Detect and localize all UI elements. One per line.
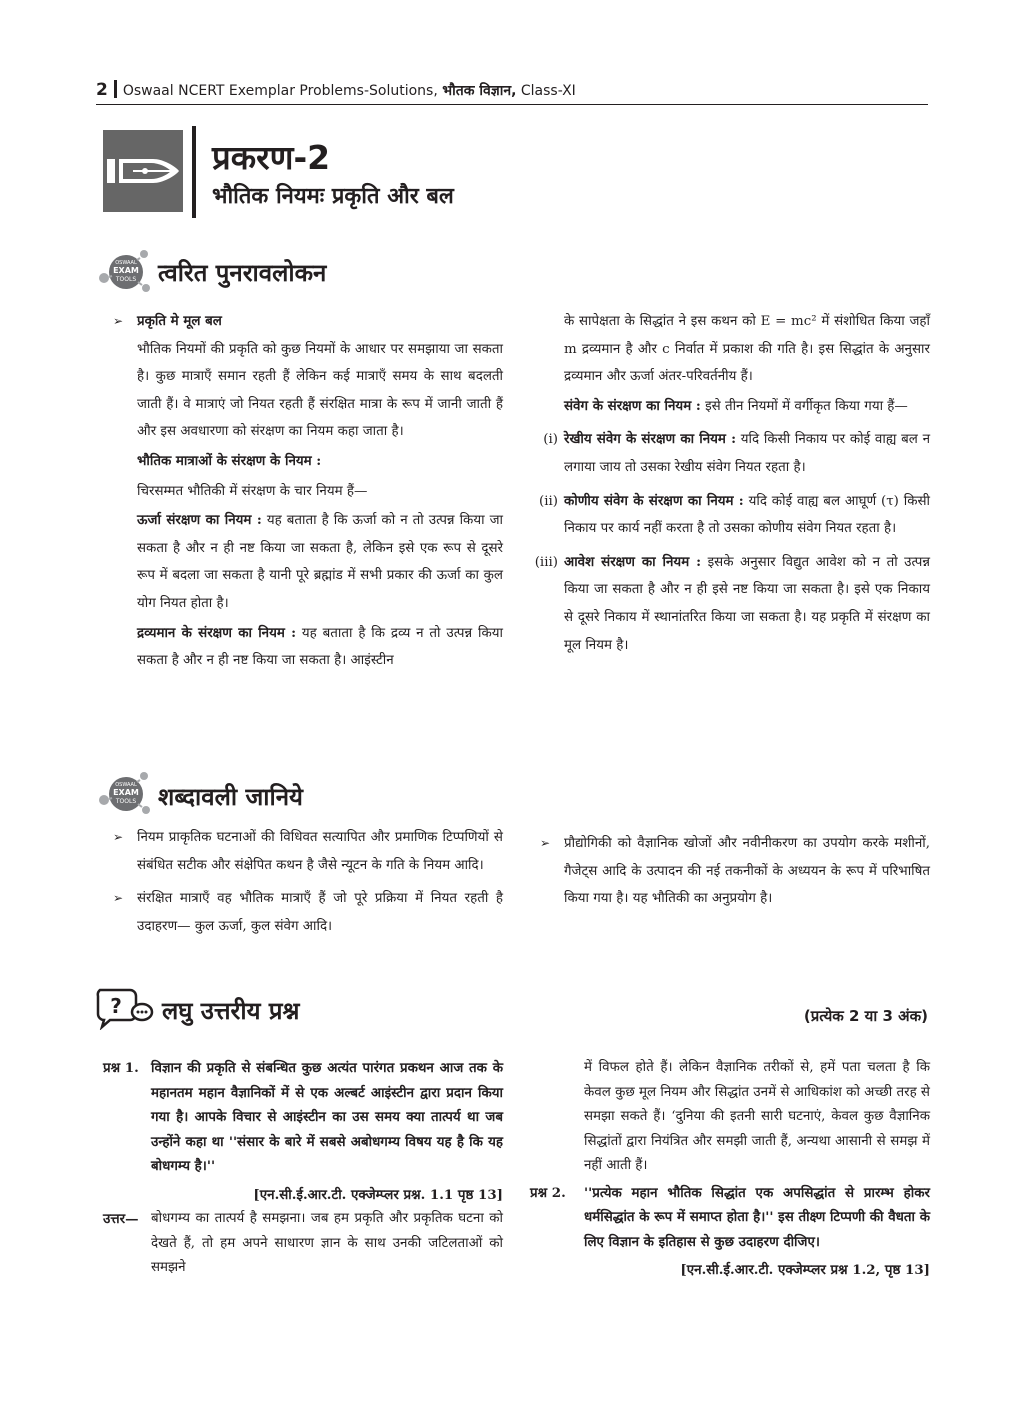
question-text: ''प्रत्येक महान भौतिक सिद्धांत एक अपसिद्धांत से प्रारम्भ होकर धर्मसिद्धांत के रूप में समाप्त होता है।'' इस तीक्ष्ण टिप्पणी की वैधता के लिए विज्ञान के इतिहास से कुछ उदाहरण दीजिए।: [584, 1184, 930, 1250]
logo-line-2: EXAM: [113, 788, 139, 797]
logo-line-2: EXAM: [113, 266, 139, 275]
list-number: (iii): [534, 554, 558, 570]
answer-text: बोधगम्य का तात्पर्य है समझना। जब हम प्रकृति और प्रकृतिक घटना को देखते हैं, तो हम अपने साधारण ज्ञान के साथ उनकी जटिलताओं को समझने: [151, 1211, 503, 1275]
paragraph: भौतिक नियमों की प्रकृति को कुछ नियमों के आधार पर समझाया जा सकता है। कुछ मात्राएँ समान रहती हैं लेकिन कई मात्राएँ समय के साथ बदलती जाती हैं। वे मात्राएं जो नियत रहती हैं संरक्षित मात्रा के रूप में जानी जाती हैं और इस अवधारणा को संरक्षण का नियम कहा जाता है।: [137, 341, 503, 440]
chapter-divider: [192, 126, 196, 218]
quick-review-left-body: [113, 336, 503, 675]
chapter-subtitle: भौतिक नियमः प्रकृति और बल: [212, 184, 454, 209]
arrow-bullet-icon: ➢: [113, 891, 124, 906]
list-text: इसके अनुसार विद्युत आवेश को न तो उत्पन्न किया जा सकता है और न ही इसे नष्ट किया जा सकता है। इसे एक निकाय से दूसरे निकाय में स्थानांतरित किया जा सकता है। यह प्रकृति में संरक्षण का मूल नियम है।: [564, 554, 930, 653]
fountain-pen-nib-icon: [103, 130, 183, 212]
mass-law-text: यह बताता है कि द्रव्य न तो उत्पन्न किया सकता है और न ही नष्ट किया जा सकता है। आइंस्टीन: [137, 625, 503, 669]
subject-text: भौतक विज्ञान,: [442, 83, 517, 99]
question-reference: [एन.सी.ई.आर.टी. एक्जेम्प्लर प्रश्न 1.2, पृष्ठ 13]: [680, 1262, 930, 1278]
question-text: विज्ञान की प्रकृति से संबन्धित कुछ अत्यंत पारंगत प्रकथन आज तक के महानतम महान वैज्ञानिकों में से एक अल्बर्ट आइंस्टीन द्वारा प्रदान किया गया है। आपके विचार से आइंस्टीन का उस समय क्या तात्पर्य था जब उन्होंने कहा था ''संसार के बारे में सबसे अबोधगम्य विषय यह है कि यह बोधगम्य है।'': [151, 1060, 503, 1174]
section-title-glossary: शब्दावली जानिये: [158, 783, 303, 811]
glossary-item: [113, 885, 503, 940]
quick-review-left-column: [113, 308, 503, 675]
exam-tools-logo: [96, 248, 152, 296]
svg-text:?: ?: [110, 994, 122, 1018]
section-title-short-answer: लघु उत्तरीय प्रश्न: [162, 997, 300, 1025]
list-item: [528, 488, 930, 543]
bullet-heading: [113, 308, 503, 336]
bullet-heading-text: प्रकृति मे मूल बल: [137, 313, 222, 329]
quick-review-right-body: [528, 308, 930, 420]
question-2: [530, 1181, 930, 1255]
exam-tools-logo: [96, 770, 152, 818]
question-label: प्रश्न 2.: [530, 1184, 566, 1201]
conservation-intro: चिरसम्मत भौतिकी में संरक्षण के चार नियम हैं—: [137, 483, 368, 499]
momentum-law-text: इसे तीन नियमों में वर्गीकृत किया गया हैं—: [705, 398, 908, 414]
header-divider: [114, 80, 117, 98]
logo-line-3: TOOLS: [115, 798, 137, 805]
arrow-bullet-icon: ➢: [113, 830, 124, 844]
einstein-paragraph: के सापेक्षता के सिद्धांत ने इस कथन को E = mc² में संशोधित किया जहाँ m द्रव्यमान है और c निर्वात में प्रकाश की गति है। इस सिद्धांत के अनुसार द्रव्यमान और ऊर्जा अंतर-परिवर्तनीय हैं।: [564, 314, 930, 385]
glossary-item: [113, 824, 503, 879]
list-number: (i): [543, 432, 558, 448]
list-label: रेखीय संवेग के संरक्षण का नियम :: [564, 431, 737, 448]
running-header: [96, 80, 928, 105]
list-label: कोणीय संवेग के संरक्षण का नियम :: [564, 492, 744, 509]
section-title-quick-review: त्वरित पुनरावलोकन: [158, 259, 327, 287]
question-label: प्रश्न 1.: [103, 1060, 139, 1076]
list-text: यदि कोई वाह्य बल आघूर्ण (τ) किसी निकाय पर कार्य नहीं करता है तो उसका कोणीय संवेग नियत रहता है।: [564, 493, 931, 537]
momentum-law: [564, 393, 930, 421]
mass-law-label: द्रव्यमान के संरक्षण का नियम :: [137, 624, 297, 641]
glossary-right-column: [540, 830, 930, 913]
answer-label: उत्तर—: [103, 1211, 139, 1227]
page-number: 2: [96, 80, 108, 100]
arrow-bullet-icon: ➢: [113, 314, 124, 328]
glossary-text: प्रौद्योगिकी को वैज्ञानिक खोजों और नवीनीकरण का उपयोग करके मशीनों, गैजेट्स आदि के उत्पादन की नई तकनीकों के अध्ययन के रूप में परिभाषित किया गया है। यह भौतिकी का अनुप्रयोग है।: [564, 836, 930, 907]
class-text: Class-XI: [520, 83, 576, 99]
list-text: यदि किसी निकाय पर कोई वाह्य बल न लगाया जाय तो उसका रेखीय संवेग नियत रहता है।: [564, 432, 930, 475]
mass-law: [137, 620, 503, 675]
question-reference: [एन.सी.ई.आर.टी. एक्जेम्प्लर प्रश्न. 1.1 पृष्ठ 13]: [253, 1186, 503, 1203]
logo-line-3: TOOLS: [115, 276, 137, 283]
logo-line-1: OSWAAL: [115, 782, 137, 788]
energy-law-text: यह बताता है कि ऊर्जा को न तो उत्पन्न किया जा सकता है और न ही नष्ट किया जा सकता है, लेकिन इसे एक रूप से दूसरे रूप में बदला जा सकता है यानी पूरे ब्रह्मांड में सभी प्रकार की ऊर्जा का कुल योग नियत होता है।: [137, 513, 503, 611]
energy-law-label: ऊर्जा संरक्षण का नियम :: [137, 512, 262, 529]
momentum-law-label: संवेग के संरक्षण का नियम :: [564, 397, 701, 414]
list-item: [528, 426, 930, 481]
chapter-title: प्रकरण-2: [212, 138, 331, 177]
glossary-item: [540, 830, 930, 913]
glossary-text: नियम प्राकृतिक घटनाओं की विधिवत सत्यापित और प्रमाणिक टिप्पणियों से संबंधित सटीक और संक्षेपित कथन है जैसे न्यूटन के गति के नियम आदि।: [137, 830, 503, 873]
answer-1: [103, 1207, 503, 1281]
glossary-text: संरक्षित मात्राएँ वह भौतिक मात्राएँ हैं जो पूरे प्रक्रिया में नियत रहती है उदाहरण— कुल ऊर्जा, कुल संवेग आदि।: [137, 891, 503, 934]
logo-line-1: OSWAAL: [115, 260, 137, 266]
question-chat-icon: [96, 986, 154, 1030]
list-number: (ii): [538, 493, 558, 509]
glossary-left-column: [113, 824, 503, 940]
publisher-text: Oswaal NCERT Exemplar Problems-Solutions,: [122, 83, 438, 99]
marks-note: (प्रत्येक 2 या 3 अंक): [803, 1007, 928, 1025]
quick-review-right-column: [528, 308, 930, 659]
conservation-heading: भौतिक मात्राओं के संरक्षण के नियम :: [137, 452, 322, 469]
list-item: [528, 549, 930, 659]
energy-law: [137, 507, 503, 617]
list-label: आवेश संरक्षण का नियम :: [564, 553, 702, 570]
question-1: [103, 1056, 503, 1179]
answer-1-continued: में विफल होते हैं। लेकिन वैज्ञानिक तरीकों से, हमें पता चलता है कि केवल कुछ मूल नियम और सिद्धांत उनमें से आधिकांश को अच्छी तरह से समझा सकते हैं। ‘दुनिया की इतनी सारी घटनाएं, केवल कुछ वैज्ञानिक सिद्धांतों द्वारा नियंत्रित और समझी जाती हैं, अन्यथा आसानी से समझ में नहीं आती हैं।: [584, 1060, 930, 1173]
qa-right-column: [530, 1056, 930, 1283]
qa-left-column: [103, 1056, 503, 1281]
arrow-bullet-icon: ➢: [540, 836, 551, 850]
